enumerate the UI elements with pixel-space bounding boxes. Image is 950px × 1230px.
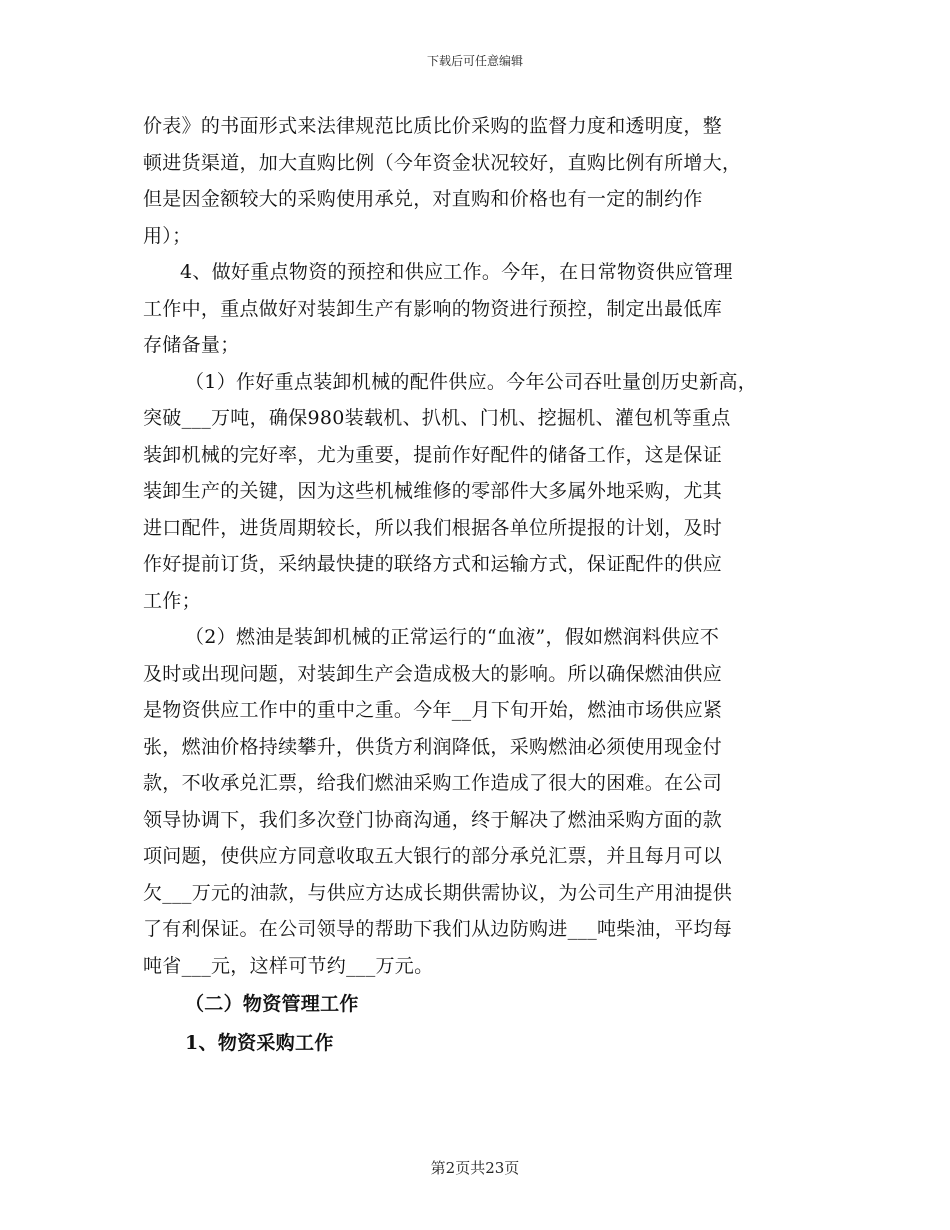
text-line: 顿进货渠道，加大直购比例（今年资金状况较好，直购比例有所增大，	[143, 151, 742, 174]
text-line: 但是因金额较大的采购使用承兑，对直购和价格也有一定的制约作	[143, 188, 703, 210]
page-header: 下载后可任意编辑	[426, 54, 523, 68]
section-heading: （二）物资管理工作	[185, 993, 359, 1015]
text-line: 领导协调下，我们多次登门协商沟通，终于解决了燃油采购方面的款	[143, 808, 723, 831]
text-line: 工作；	[143, 589, 201, 612]
text-line: 项问题，使供应方同意收取五大银行的部分承兑汇票，并且每月可以	[143, 845, 723, 867]
text-line: 工作中，重点做好对装卸生产有影响的物资进行预控，制定出最低库	[143, 297, 723, 320]
text-line: 存储备量；	[143, 334, 240, 356]
text-line: （2）燃油是装卸机械的正常运行的“血液”，假如燃润料供应不	[185, 626, 720, 648]
text-line: 用）；	[143, 224, 192, 247]
text-line: 进口配件，进货周期较长，所以我们根据各单位所提报的计划，及时	[143, 516, 723, 539]
text-line: 及时或出现问题，对装卸生产会造成极大的影响。所以确保燃油供应	[143, 662, 723, 685]
text-line: 突破___万吨，确保980装载机、扒机、门机、挖掘机、灌包机等重点	[143, 407, 731, 429]
text-line: 4、做好重点物资的预控和供应工作。今年，在日常物资供应管理	[180, 261, 733, 283]
text-line: 装卸生产的关键，因为这些机械维修的零部件大多属外地采购，尤其	[143, 480, 723, 502]
text-line: （1）作好重点装卸机械的配件供应。今年公司吞吐量创历史新高，	[185, 370, 758, 393]
subsection-heading: 1、物资采购工作	[185, 1031, 334, 1054]
text-line: 款，不收承兑汇票，给我们燃油采购工作造成了很大的困难。在公司	[143, 772, 723, 794]
text-line: 欠___万元的油款，与供应方达成长期供需协议，为公司生产用油提供	[143, 881, 733, 904]
text-line: 作好提前订货，采纳最快捷的联络方式和运输方式，保证配件的供应	[143, 553, 723, 575]
text-line: 价表》的书面形式来法律规范比质比价采购的监督力度和透明度，整	[143, 115, 723, 137]
text-line: 吨省___元，这样可节约___万元。	[143, 954, 434, 977]
text-line: 了有利保证。在公司领导的帮助下我们从边防购进___吨柴油，平均每	[143, 918, 733, 940]
page-number: 第2页共23页	[430, 1159, 520, 1177]
document-body	[143, 108, 823, 1061]
text-line: 装卸机械的完好率，尤为重要，提前作好配件的储备工作，这是保证	[143, 443, 723, 466]
text-line: 是物资供应工作中的重中之重。今年__月下旬开始，燃油市场供应紧	[143, 699, 723, 721]
text-line: 张，燃油价格持续攀升，供货方利润降低，采购燃油必须使用现金付	[143, 735, 723, 758]
